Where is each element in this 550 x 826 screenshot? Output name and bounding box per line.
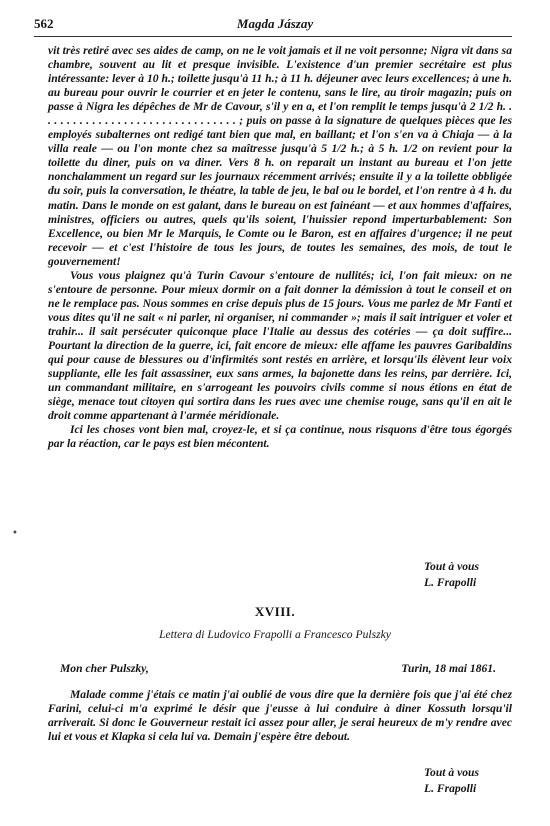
letter-text [48,688,512,744]
margin-mark: • [12,528,18,539]
signature: L. Frapolli [424,782,477,795]
paragraph: Vous vous plaignez qu'à Turin Cavour s'entoure de nullités; ici, l'on fait mieux: on ne s'entoure de personne. Pour mieux dormir on a fait donner la démission à tout le conseil et on ne le remplace pas. Nous sommes en crise depuis plus de 15 jours. Vous me parlez de Mr Fanti et vous dites qu'il ne sait « ni parler, ni organiser, ni commander »; mais il sait intriguer et voler et trahir... il sait persécuter quiconque place l'Italie au dessus des cotéries — ça doit suffire... Pourtant la direction de la guerre, ici, fait encore de mieux: elle affame les pauvres Garibaldins qui pour cause de blessures ou d'infirmités sont restés en arrière, et lorsqu'ils élèvent leur voix suppliante, elle les fait assassiner, eux sans armes, la bajonette dans les reins, par derrière. Ici, un commandant militaire, en s'arrogeant les pouvoirs civils comme si nous étions en état de siège, menace tout citoyen qui sortira dans les rues avec une chemise rouge, sans qu'il en ait le droit comme appartenant à l'armée méridionale. [48,268,512,423]
closing: Tout à vous [424,560,479,573]
paragraph: Malade comme j'étais ce matin j'ai oublié de vous dire que la dernière fois que j'ai été chez Farini, celui-ci m'a exprimé le désir que j'eusse à lui conduire à diner Kossuth lorsqu'il arriverait. Si donc le Gouverneur restait ici assez pour aller, je serai heureux de m'y rendre avec lui et vous et Klapka si cela lui va. Demain j'espère être debout. [48,688,512,744]
salutation: Mon cher Pulszky, [60,662,149,675]
paragraph: Ici les choses vont bien mal, croyez-le, et si ça continue, nous risquons d'être tous égorgés par la réaction, car le pays est bien mécontent. [48,423,512,451]
body-text [48,44,512,451]
page-number: 562 [34,16,54,31]
letter-title: Lettera di Ludovico Frapolli a Francesco Pulszky [159,628,391,641]
paragraph: vit très retiré avec ses aides de camp, on ne le voit jamais et il ne voit personne; Nigra vit dans sa chambre, souvent au lit et presque invisible. L'existence d'un premier secrétaire est plus intéressante: lever à 10 h.; toilette jusqu'à 11 h.; à 11 h. déjeuner avec leurs excellences; à une h. au bureau pour ouvrir le courrier et en jeter le contenu, sans le lire, au tiroir magazin; puis on passe à Nigra les dépêches de Mr de Cavour, s'il y en a, et l'on remplit le temps jusqu'à 2 1/2 h. . . . . . . . . . . . . . . . . . . . . . . . . . . . . . . . ; puis on passe à la signature de quelques pièces que les employés subalternes ont redigé tant bien que mal, en baillant; et l'on s'en va à Chiaja — à la villa reale — ou l'on monte chez sa maîtresse jusqu'à 5 1/2 h.; à 5 h. 1/2 on revient pour la toilette du diner, puis on va diner. Vers 8 h. on reparait un instant au bureau et l'on jette nonchalamment un regard sur les journaux récemment arrivés; ensuite il y a la toilette obbligée du soir, puis la conversation, le théatre, la table de jeu, le bal ou le bordel, et l'on rentre à 4 h. du matin. Dans le monde on est galant, dans le bureau on est fainéant — et aux hommes d'affaires, ministres, officiers ou autres, quels qu'ils soient, l'huissier repond imperturbablement: Son Excellence, ou bien Mr le Marquis, le Comte ou le Baron, est en affaires d'urgence; il ne peut recevoir — et c'est l'histoire de tous les jours, de toutes les semaines, des mois, de tout le gouvernement! [48,44,512,268]
closing: Tout à vous [424,766,479,779]
header-rule [34,36,512,37]
letter-number: XVIII. [254,604,296,619]
signature: L. Frapolli [424,576,477,589]
place-date: Turin, 18 mai 1861. [401,662,496,675]
running-title: Magda Jászay [236,16,314,31]
